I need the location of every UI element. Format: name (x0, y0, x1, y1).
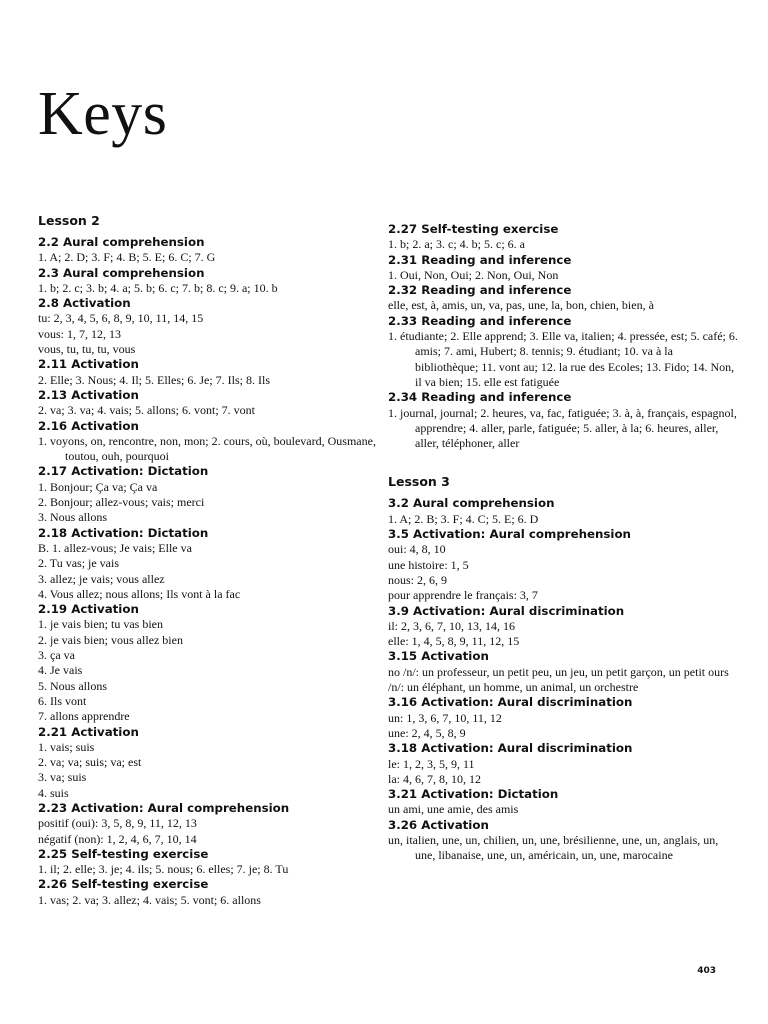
key-section (38, 464, 378, 525)
answer-line: négatif (non): 1, 2, 4, 6, 7, 10, 14 (38, 831, 197, 846)
answer-line: 1. étudiante; 2. Elle apprend; 3. Elle va, italien; 4. pressée, est; 5. café; 6. amis; 7. ami, Hubert; 8. tennis; 9. étudiant; 10. va à la bibliothèque; 11. vont au; 12. la rue des Ecoles; 13. Fido; 14. Non, il va bien; 15. elle est fatiguée (388, 329, 738, 389)
answer-line: il: 2, 3, 6, 7, 10, 13, 14, 16 (388, 618, 516, 633)
section-heading: 3.26 Activation (388, 817, 489, 832)
section-heading: 2.13 Activation (38, 387, 139, 402)
answer-line: 2. va; va; suis; va; est (38, 755, 142, 770)
answer-line: B. 1. allez-vous; Je vais; Elle va (38, 540, 192, 555)
key-section (38, 801, 378, 847)
answer-line: vous: 1, 7, 12, 13 (38, 326, 122, 341)
answer-line: vous, tu, tu, tu, vous (38, 342, 136, 357)
key-section (388, 314, 738, 390)
lesson-heading: Lesson 2 (38, 213, 100, 228)
key-section (388, 741, 738, 787)
key-section (38, 388, 378, 419)
answer-line: une histoire: 1, 5 (388, 557, 469, 572)
answer-line: no /n/: un professeur, un petit peu, un jeu, un petit garçon, un petit ours (388, 664, 729, 679)
answer-line: 1. A; 2. D; 3. F; 4. B; 5. E; 6. C; 7. G (38, 250, 216, 265)
answer-line: 1. je vais bien; tu vas bien (38, 617, 163, 632)
key-section (388, 390, 738, 451)
answer-line: 1. Oui, Non, Oui; 2. Non, Oui, Non (388, 267, 559, 282)
answer-line: 5. Nous allons (38, 678, 107, 693)
key-section (388, 818, 738, 864)
key-section (388, 527, 738, 603)
section-heading: 3.2 Aural comprehension (388, 496, 555, 511)
answer-line: une: 2, 4, 5, 8, 9 (388, 725, 466, 740)
answer-line: tu: 2, 3, 4, 5, 6, 8, 9, 10, 11, 14, 15 (38, 311, 204, 326)
key-section (38, 602, 378, 724)
section-heading: 2.17 Activation: Dictation (38, 464, 209, 479)
section-heading: 2.31 Reading and inference (388, 252, 572, 267)
key-section (38, 296, 378, 357)
answer-line: 1. il; 2. elle; 3. je; 4. ils; 5. nous; 6. elles; 7. je; 8. Tu (38, 862, 289, 877)
key-section (388, 283, 738, 314)
answer-line: elle: 1, 4, 5, 8, 9, 11, 12, 15 (388, 634, 520, 649)
answer-line: un: 1, 3, 6, 7, 10, 11, 12 (388, 710, 502, 725)
key-section (388, 649, 738, 695)
key-section (388, 787, 738, 818)
answer-line: le: 1, 2, 3, 5, 9, 11 (388, 756, 475, 771)
key-section (38, 419, 378, 465)
section-heading: 2.18 Activation: Dictation (38, 525, 209, 540)
key-section (388, 222, 738, 253)
key-section (38, 266, 378, 297)
right-column (388, 222, 738, 864)
answer-line: 4. Vous allez; nous allons; Ils vont à la fac (38, 586, 241, 601)
answer-line: 1. b; 2. a; 3. c; 4. b; 5. c; 6. a (388, 237, 525, 252)
answer-line: 1. vas; 2. va; 3. allez; 4. vais; 5. vont; 6. allons (38, 892, 261, 907)
section-heading: 2.11 Activation (38, 357, 139, 372)
section-heading: 2.8 Activation (38, 296, 131, 311)
section-heading: 2.26 Self-testing exercise (38, 877, 209, 892)
key-section (38, 357, 378, 388)
answer-line: 4. Je vais (38, 663, 83, 678)
answer-line: 1. b; 2. c; 3. b; 4. a; 5. b; 6. c; 7. b; 8. c; 9. a; 10. b (38, 280, 278, 295)
key-section (38, 877, 378, 908)
answer-line: 1. voyons, on, rencontre, non, mon; 2. cours, où, boulevard, Ousmane, toutou, ouh, pourquoi (38, 433, 376, 464)
answer-line: pour apprendre le français: 3, 7 (388, 588, 538, 603)
section-heading: 2.27 Self-testing exercise (388, 222, 559, 236)
answer-line: nous: 2, 6, 9 (388, 572, 448, 587)
answer-line: 2. je vais bien; vous allez bien (38, 632, 183, 647)
answer-line: la: 4, 6, 7, 8, 10, 12 (388, 771, 481, 786)
section-heading: 3.16 Activation: Aural discrimination (388, 695, 633, 710)
section-heading: 3.21 Activation: Dictation (388, 787, 559, 802)
answer-line: 2. Bonjour; allez-vous; vais; merci (38, 495, 205, 510)
page-title: Keys (38, 80, 168, 148)
section-heading: 2.33 Reading and inference (388, 313, 572, 328)
section-heading: 2.23 Activation: Aural comprehension (38, 800, 290, 815)
section-heading: 2.32 Reading and inference (388, 283, 572, 298)
section-heading: 3.15 Activation (388, 649, 489, 664)
answer-line: 3. allez; je vais; vous allez (38, 571, 165, 586)
section-heading: 2.21 Activation (38, 724, 139, 739)
answer-line: 1. vais; suis (38, 739, 95, 754)
key-section (38, 235, 378, 266)
section-heading: 2.25 Self-testing exercise (38, 846, 209, 861)
section-heading: 2.34 Reading and inference (388, 390, 572, 405)
key-section (38, 526, 378, 602)
section-heading: 3.9 Activation: Aural discrimination (388, 603, 625, 618)
answer-line: positif (oui): 3, 5, 8, 9, 11, 12, 13 (38, 816, 197, 831)
answer-line: 7. allons apprendre (38, 709, 130, 724)
answer-line: 1. Bonjour; Ça va; Ça va (38, 479, 158, 494)
key-section (388, 253, 738, 284)
answer-line: 2. Tu vas; je vais (38, 556, 120, 571)
answer-line: 3. ça va (38, 648, 75, 663)
answer-line: 6. Ils vont (38, 693, 87, 708)
answer-line: 2. Elle; 3. Nous; 4. Il; 5. Elles; 6. Je; 7. Ils; 8. Ils (38, 372, 270, 387)
answer-line: elle, est, à, amis, un, va, pas, une, la, bon, chien, bien, à (388, 298, 654, 313)
answer-line: 1. A; 2. B; 3. F; 4. C; 5. E; 6. D (388, 511, 539, 526)
lesson-heading: Lesson 3 (388, 474, 450, 490)
section-heading: 3.5 Activation: Aural comprehension (388, 527, 631, 542)
key-section (388, 695, 738, 741)
section-heading: 3.18 Activation: Aural discrimination (388, 741, 633, 756)
key-section (388, 496, 738, 527)
page-number: 403 (697, 966, 716, 976)
answer-line: 4. suis (38, 785, 69, 800)
answer-line: oui: 4, 8, 10 (388, 542, 446, 557)
answer-line: un ami, une amie, des amis (388, 802, 519, 817)
answer-line: /n/: un éléphant, un homme, un animal, un orchestre (388, 680, 639, 695)
key-section (388, 604, 738, 650)
key-section (38, 847, 378, 878)
answer-line: 3. va; suis (38, 770, 87, 785)
key-section (38, 725, 378, 801)
answer-line: 1. journal, journal; 2. heures, va, fac, fatiguée; 3. à, à, français, espagnol, apprendre; 4. aller, parle, fatiguée; 5. aller, à la; 6. heures, aller, aller, téléphoner, aller (388, 405, 737, 451)
answer-line: un, italien, une, un, chilien, un, une, brésilienne, une, un, anglais, un, une, libanaise, une, un, américain, un, une, marocaine (388, 832, 719, 863)
section-heading: 2.16 Activation (38, 418, 139, 433)
section-heading: 2.3 Aural comprehension (38, 265, 205, 280)
answer-line: 2. va; 3. va; 4. vais; 5. allons; 6. vont; 7. vont (38, 403, 255, 418)
section-heading: 2.2 Aural comprehension (38, 235, 205, 249)
answer-line: 3. Nous allons (38, 510, 107, 525)
section-heading: 2.19 Activation (38, 602, 139, 617)
left-column (38, 212, 378, 908)
